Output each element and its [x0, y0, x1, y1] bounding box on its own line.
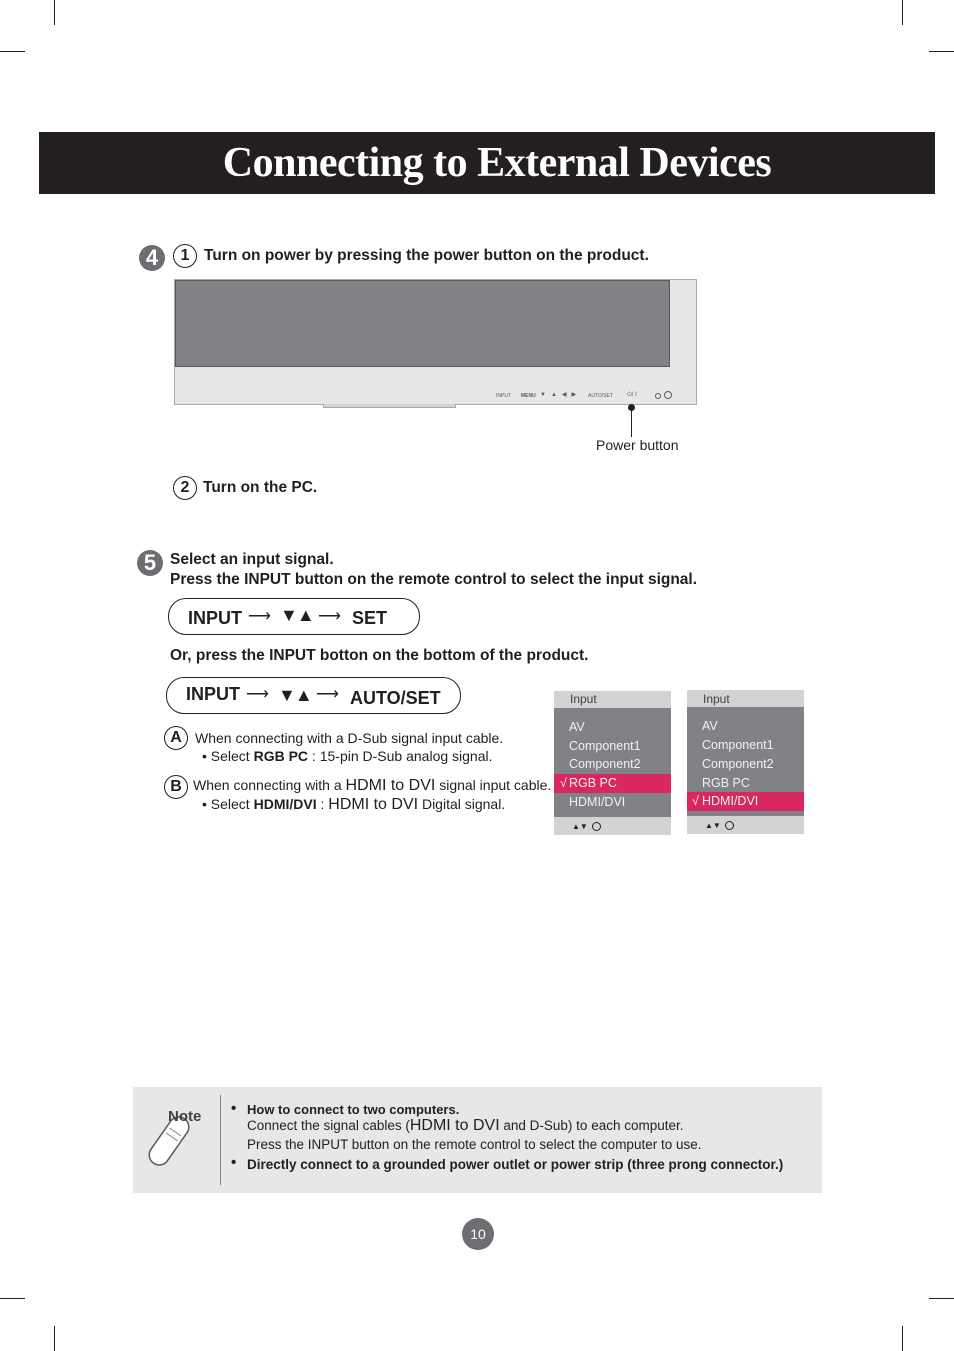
check-icon: √ — [560, 776, 567, 790]
option-b-line-2: • Select HDMI/DVI : HDMI to DVI Digital signal. — [202, 796, 506, 813]
option-a-badge: A — [164, 726, 188, 750]
monitor-menu-label: MENU — [521, 393, 536, 399]
crop-mark — [54, 1326, 55, 1351]
note-item-1-line-2: Press the INPUT button on the remote control to select the computer to use. — [247, 1137, 702, 1152]
crop-mark — [902, 1326, 903, 1351]
note-item-1-title: How to connect to two computers. — [247, 1102, 460, 1117]
arrow-right-icon: ⟶ — [318, 608, 341, 625]
crop-mark — [0, 1298, 25, 1299]
step-5-badge: 5 — [137, 550, 163, 576]
down-up-arrows-icon: ▼▲ — [278, 685, 312, 705]
step-5-line-1: Select an input signal. — [170, 551, 334, 568]
note-divider — [220, 1095, 221, 1185]
osd-item[interactable]: AV — [702, 719, 718, 733]
note-item-1-line-1: Connect the signal cables (HDMI to DVI and D-Sub) to each computer. — [247, 1117, 684, 1134]
osd-item[interactable]: Component1 — [702, 738, 774, 752]
osd-header: Input — [703, 692, 730, 706]
osd-nav-arrows-icon: ▲▼ — [705, 821, 721, 830]
osd-ok-icon — [725, 821, 734, 830]
crop-mark — [0, 51, 25, 52]
substep-2-text: Turn on the PC. — [203, 479, 318, 496]
monitor-nav-arrows-icon: ▼ ▲ ◀ ▶ — [540, 392, 577, 398]
osd-item[interactable]: Component2 — [702, 757, 774, 771]
monitor-auto-set-label: AUTO/SET — [588, 393, 613, 399]
check-icon: √ — [692, 794, 699, 808]
osd-nav-arrows-icon: ▲▼ — [572, 822, 588, 831]
monitor-stand — [323, 404, 456, 408]
note-bullet: • — [231, 1154, 237, 1171]
monitor-input-label: INPUT — [496, 393, 511, 399]
monitor-power-icon — [664, 391, 672, 399]
crop-mark — [929, 51, 954, 52]
note-label: Note — [168, 1108, 202, 1125]
osd-ok-icon — [592, 822, 601, 831]
option-b-badge: B — [164, 775, 188, 799]
page-title-bar — [39, 132, 935, 194]
osd-header: Input — [570, 692, 597, 706]
down-up-arrows-icon: ▼▲ — [280, 605, 314, 625]
osd-item[interactable]: Component1 — [569, 739, 641, 753]
product-auto-set-label: AUTO/SET — [350, 688, 441, 708]
osd-item[interactable]: AV — [569, 720, 585, 734]
osd-item[interactable]: RGB PC — [702, 776, 750, 790]
power-button-label: Power button — [596, 437, 679, 453]
option-b-line-1: When connecting with a HDMI to DVI signal input cable. — [193, 777, 552, 794]
arrow-right-icon: ⟶ — [248, 608, 271, 625]
osd-item[interactable]: Component2 — [569, 757, 641, 771]
option-a-line-2: • Select RGB PC : 15-pin D-Sub analog signal. — [202, 748, 493, 764]
page-number: 10 — [462, 1218, 494, 1250]
osd-item[interactable]: HDMI/DVI — [569, 795, 626, 809]
note-bullet: • — [231, 1100, 237, 1117]
remote-input-label: INPUT — [188, 608, 242, 628]
arrow-right-icon: ⟶ — [316, 686, 339, 703]
crop-mark — [54, 0, 55, 25]
product-input-label: INPUT — [186, 684, 240, 704]
monitor-led-icon — [655, 393, 661, 399]
osd-item-selected[interactable]: HDMI/DVI — [702, 794, 759, 808]
osd-item-selected[interactable]: RGB PC — [569, 776, 617, 790]
substep-1-badge: 1 — [173, 244, 197, 268]
crop-mark — [902, 0, 903, 25]
option-a-line-1: When connecting with a D-Sub signal input cable. — [195, 730, 504, 746]
monitor-power-symbol: ⏻/ I — [627, 392, 637, 398]
arrow-right-icon: ⟶ — [246, 686, 269, 703]
step-5-line-2: Press the INPUT button on the remote control to select the input signal. — [170, 571, 698, 588]
remote-set-label: SET — [352, 608, 388, 628]
substep-2-badge: 2 — [173, 476, 197, 500]
note-item-2: Directly connect to a grounded power outlet or power strip (three prong connector.) — [247, 1157, 784, 1172]
step-4-badge: 4 — [139, 245, 165, 271]
page-title: Connecting to External Devices — [222, 140, 772, 186]
monitor-screen — [175, 280, 670, 367]
crop-mark — [929, 1298, 954, 1299]
or-press-text: Or, press the INPUT botton on the bottom of the product. — [170, 647, 589, 664]
power-button-callout-line — [631, 410, 632, 437]
substep-1-text: Turn on power by pressing the power button on the product. — [204, 247, 649, 264]
